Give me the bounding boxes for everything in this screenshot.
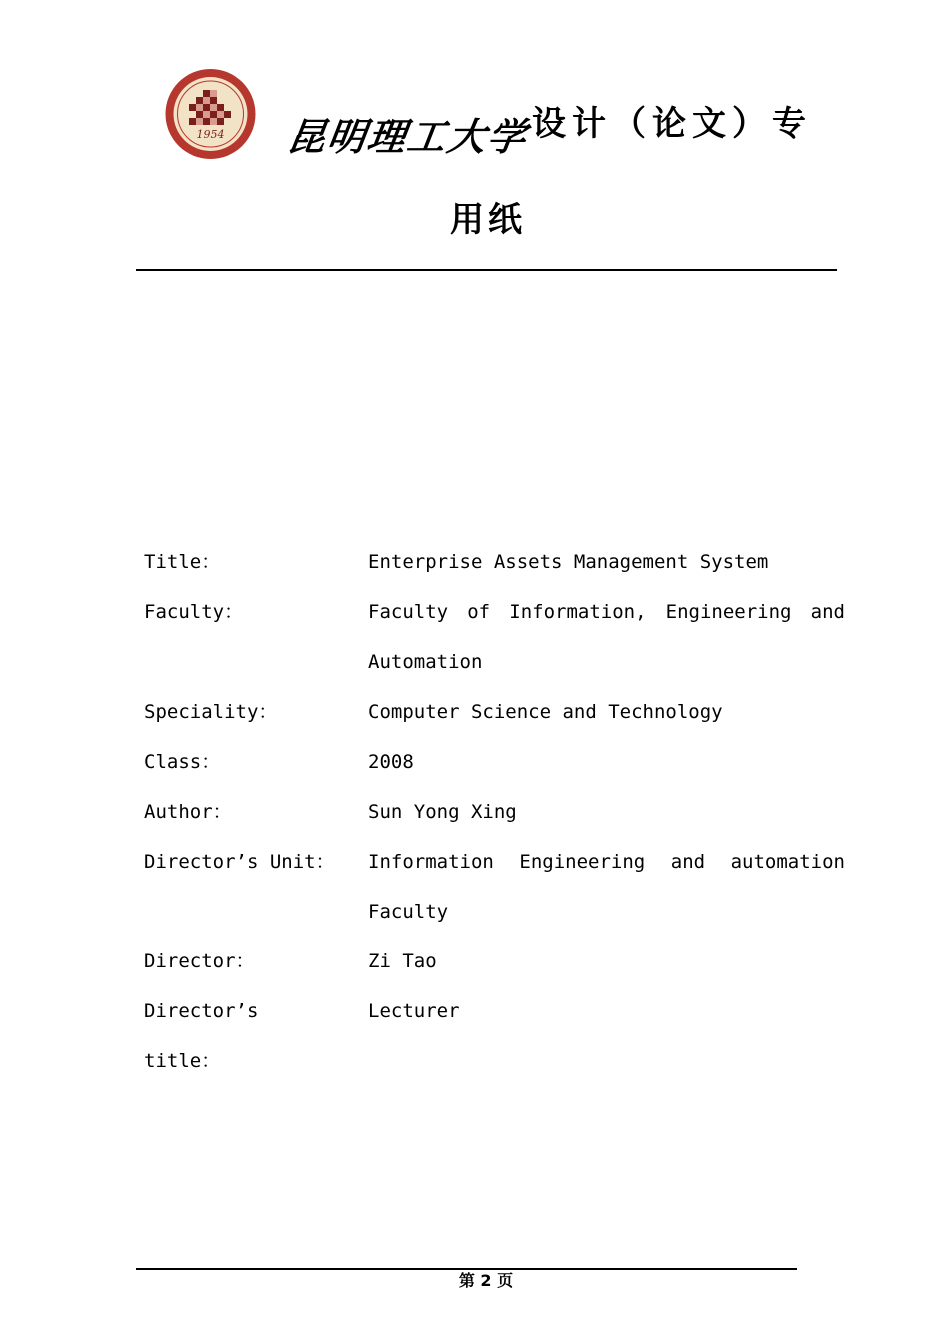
faculty-word: of — [467, 601, 491, 623]
directors-unit-value-line2: Faculty — [368, 901, 449, 923]
faculty-label: Faculty： — [144, 601, 244, 623]
title-label: Title： — [144, 551, 221, 573]
university-seal-logo — [163, 68, 258, 160]
author-label: Author： — [144, 801, 232, 823]
speciality-label: Speciality： — [144, 701, 278, 723]
directors-unit-word: Engineering — [519, 851, 646, 873]
director-value: Zi Tao — [368, 950, 437, 972]
directors-unit-label: Director’s Unit： — [144, 851, 335, 873]
director-label: Director： — [144, 950, 255, 972]
faculty-word: Information, — [509, 601, 647, 623]
document-heading-line1: 设计（论文）专 — [532, 104, 812, 144]
faculty-value-line1 — [368, 600, 845, 624]
faculty-word: Faculty — [368, 601, 449, 623]
directors-unit-word: automation — [730, 851, 845, 873]
faculty-value-line2: Automation — [368, 651, 483, 673]
author-value: Sun Yong Xing — [368, 801, 517, 823]
document-heading-line2: 用纸 — [450, 200, 526, 240]
page-number: 第 2 页 — [458, 1271, 514, 1290]
directors-unit-word: Information — [368, 851, 494, 873]
directors-unit-word: and — [670, 851, 706, 873]
seal-year: 1954 — [196, 128, 225, 141]
title-value: Enterprise Assets Management System — [368, 551, 769, 573]
directors-unit-value-line1 — [368, 850, 845, 874]
header-divider — [136, 269, 837, 271]
class-label: Class： — [144, 751, 221, 773]
faculty-word: and — [810, 601, 845, 623]
school-name-calligraphy: 昆明理工大学 — [284, 114, 531, 159]
class-value: 2008 — [368, 751, 414, 773]
directors-title-label-line2: title： — [144, 1050, 221, 1072]
directors-title-label-line1: Director’s — [144, 1000, 259, 1022]
speciality-value: Computer Science and Technology — [368, 701, 723, 723]
directors-title-value: Lecturer — [368, 1000, 460, 1022]
faculty-word: Engineering — [665, 601, 792, 623]
